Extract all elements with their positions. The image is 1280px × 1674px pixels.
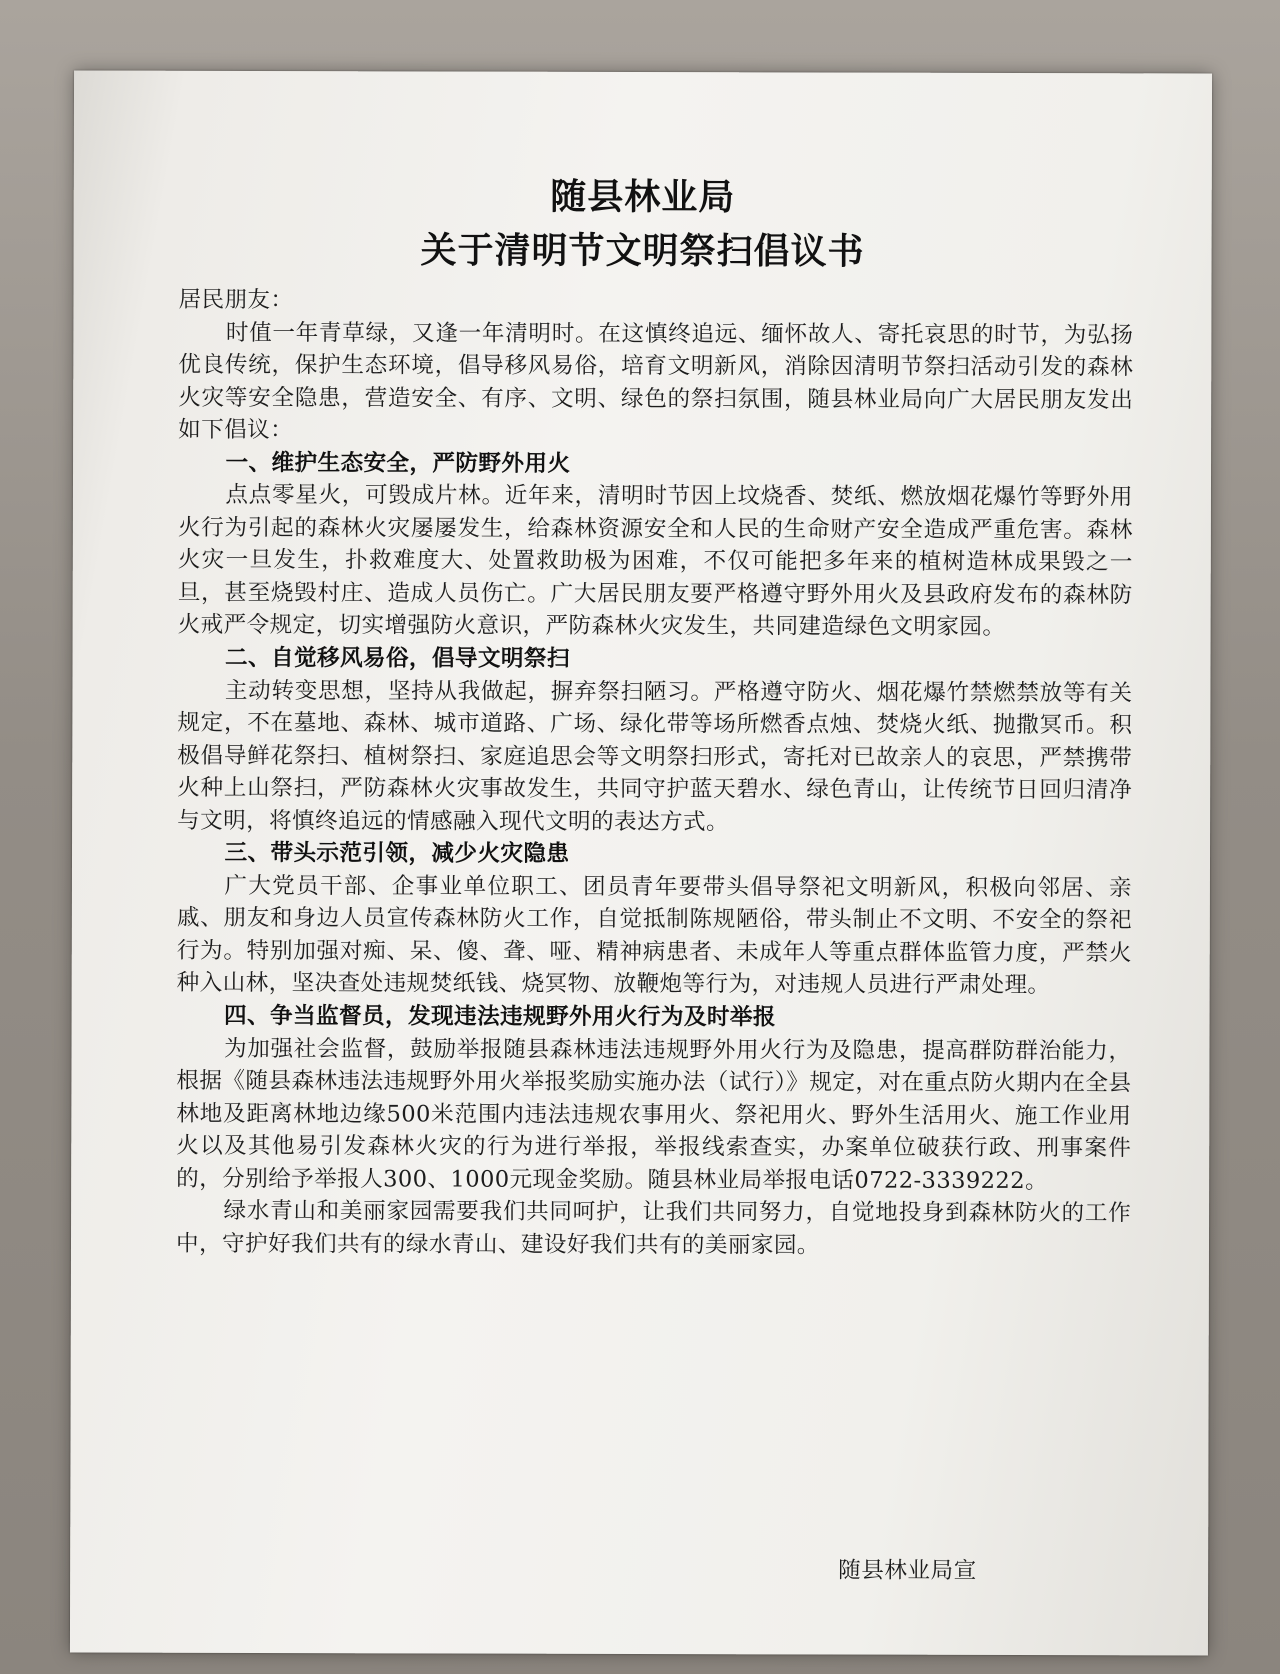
document-title — [74, 169, 1212, 280]
section-4-body: 为加强社会监督，鼓励举报随县森林违法违规野外用火行为及隐患，提高群防群治能力，根据《随县森林违法违规野外用火举报奖励实施办法（试行）》规定，对在重点防火期内在全县林地及距离林地边缘500米范围内违法违规农事用火、祭祀用火、野外生活用火、施工作业用火以及其他易引发森林火灾的行为进行举报，举报线索查实，办案单位破获行政、刑事案件的，分别给予举报人300、1000元现金奖励。随县林业局举报电话0722-3339222。 — [176, 1035, 1132, 1194]
section-1-body: 点点零星火，可毁成片林。近年来，清明时节因上坟烧香、焚纸、燃放烟花爆竹等野外用火行为引起的森林火灾屡屡发生，给森林资源安全和人民的生命财产安全造成严重危害。森林火灾一旦发生，扑救难度大、处置救助极为困难，不仅可能把多年来的植树造林成果毁之一旦，甚至烧毁村庄、造成人员伤亡。广大居民朋友要严格遵守野外用火及县政府发布的森林防火戒严令规定，切实增强防火意识，严防森林火灾发生，共同建造绿色文明家园。 — [177, 482, 1133, 641]
section-4-heading: 四、争当监督员，发现违法违规野外用火行为及时举报 — [224, 1002, 776, 1031]
section-3-heading: 三、带头示范引领，减少火灾隐患 — [224, 840, 570, 868]
section-2-heading: 二、自觉移风易俗，倡导文明祭扫 — [224, 644, 570, 672]
intro-paragraph: 时值一年青草绿，又逢一年清明时。在这慎终追远、缅怀故人、寄托哀思的时节，为弘扬优良传统，保护生态环境，倡导移风易俗，培育文明新风，消除因清明节祭扫活动引发的森林火灾等安全隐患，营造安全、有序、文明、绿色的祭扫氛围，随县林业局向广大居民朋友发出如下倡议： — [178, 319, 1134, 444]
signature: 随县林业局宣 — [838, 1557, 977, 1584]
title-subject: 关于清明节文明祭扫倡议书 — [420, 229, 865, 273]
document-body — [176, 284, 1134, 1263]
title-issuer: 随县林业局 — [550, 175, 736, 219]
paper-sheet — [70, 71, 1212, 1656]
section-3-body: 广大党员干部、企事业单位职工、团员青年要带头倡导祭祀文明新风，积极向邻居、亲戚、朋友和身边人员宣传森林防火工作，自觉抵制陈规陋俗，带头制止不文明、不安全的祭祀行为。特别加强对痴、呆、傻、聋、哑、精神病患者、未成年人等重点群体监管力度，严禁火种入山林，坚决查处违规焚纸钱、烧冥物、放鞭炮等行为，对违规人员进行严肃处理。 — [176, 872, 1132, 999]
closing-paragraph: 绿水青山和美丽家园需要我们共同呵护，让我们共同努力，自觉地投身到森林防火的工作中，守护好我们共有的绿水青山、建设好我们共有的美丽家园。 — [175, 1198, 1132, 1259]
section-1-heading: 一、维护生态安全，严防野外用火 — [225, 449, 571, 477]
salutation: 居民朋友： — [178, 286, 294, 314]
section-2-body: 主动转变思想，坚持从我做起，摒弃祭扫陋习。严格遵守防火、烟花爆竹禁燃禁放等有关规定，不在墓地、森林、城市道路、广场、绿化带等场所燃香点烛、焚烧火纸、抛撒冥币。积极倡导鲜花祭扫、植树祭扫、家庭追思会等文明祭扫形式，寄托对已故亲人的哀思，严禁携带火种上山祭扫，严防森林火灾事故发生，共同守护蓝天碧水、绿色青山，让传统节日回归清净与文明，将慎终追远的情感融入现代文明的表达方式。 — [177, 677, 1133, 835]
